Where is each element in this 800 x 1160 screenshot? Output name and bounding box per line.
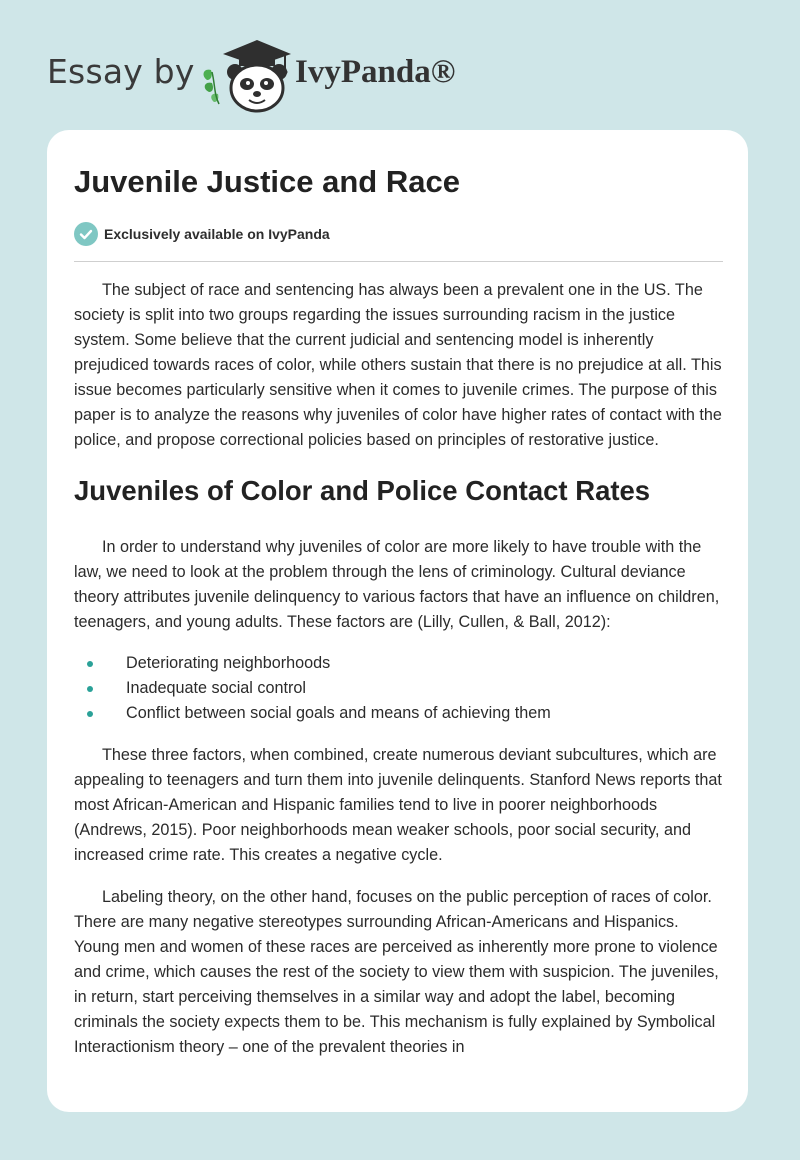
list-item (74, 701, 724, 726)
list-item-text: Conflict between social goals and means of achieving them (126, 704, 551, 722)
section-heading: Juveniles of Color and Police Contact Rates (74, 475, 651, 506)
site-header (47, 30, 507, 110)
exclusive-badge (74, 222, 330, 246)
body-paragraph-1: In order to understand why juveniles of color are more likely to have trouble with the law, we need to look at the problem through the lens of criminology. Cultural deviance theory attributes juvenile delinquency to various factors that have an influence on children, teenagers, and young adults. These factors are (Lilly, Cullen, & Ball, 2012): (74, 538, 720, 631)
page-title: Juvenile Justice and Race (74, 164, 460, 199)
list-item (74, 676, 724, 701)
ivy-leaf-icon (204, 70, 219, 104)
intro-paragraph: The subject of race and sentencing has always been a prevalent one in the US. The society is split into two groups regarding the issues surrounding racism in the justice system. Some believe that the current judicial and sentencing model is inherently prejudiced towards races of color, while others sustain that there is no prejudice at all. This issue becomes particularly sensitive when it comes to juvenile crimes. The purpose of this paper is to analyze the reasons why juveniles of color have higher rates of contact with the police, and propose correctional policies based on principles of restorative justice. (74, 281, 722, 449)
list-item-text: Deteriorating neighborhoods (126, 654, 331, 672)
title-divider (74, 261, 723, 262)
bullet-dot (87, 661, 93, 667)
bullet-dot (87, 686, 93, 692)
panda-graduation-cap-icon[interactable] (199, 36, 295, 114)
list-item-text: Inadequate social control (126, 679, 306, 697)
body-paragraph-2: These three factors, when combined, create numerous deviant subcultures, which are appealing to teenagers and turn them into juvenile delinquents. Stanford News reports that most African-American and Hispanic families tend to live in poorer neighborhoods (Andrews, 2015). Poor neighborhoods mean weaker schools, poor social security, and increased crime rate. This creates a negative cycle. (74, 746, 722, 864)
essay-by-label: Essay by (47, 52, 195, 91)
body-paragraph-3: Labeling theory, on the other hand, focuses on the public perception of races of color. There are many negative stereotypes surrounding African-Americans and Hispanics. Young men and women of these races are perceived as inherently more prone to violence and crime, which causes the rest of the society to view them with suspicion. The juveniles, in return, start perceiving themselves in a similar way and adopt the label, becoming criminals the society expects them to be. This mechanism is fully explained by Symbolical Interactionism theory – one of the prevalent theories in (74, 888, 719, 1056)
list-item (74, 651, 724, 676)
exclusive-badge-text: Exclusively available on IvyPanda (104, 226, 330, 242)
essay-card (47, 130, 748, 1112)
check-circle-icon (74, 222, 98, 246)
bullet-dot (87, 711, 93, 717)
essay-body (74, 278, 724, 1060)
factor-list (74, 651, 724, 726)
ivypanda-brand[interactable]: IvyPanda® (295, 54, 456, 90)
